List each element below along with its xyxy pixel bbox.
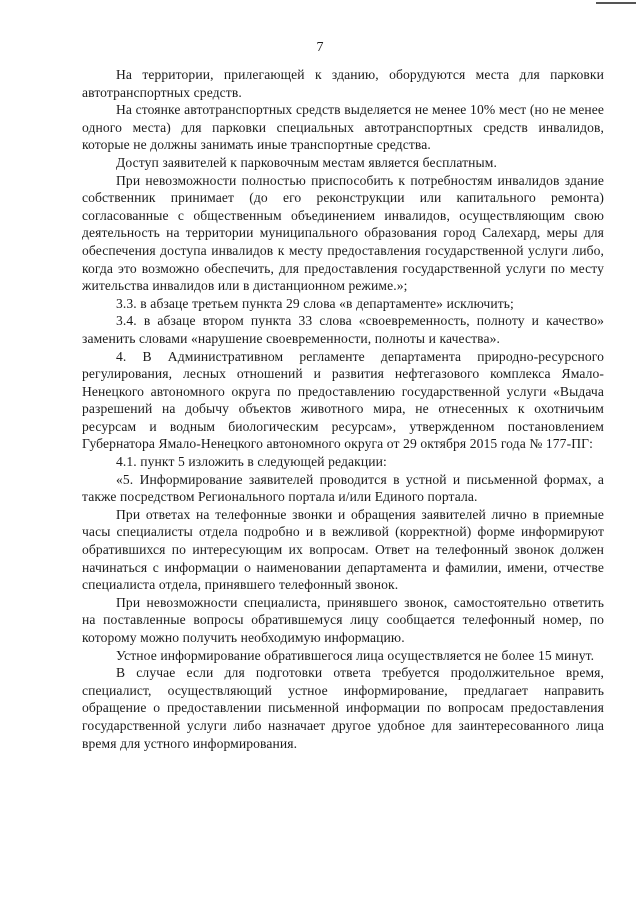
paragraph-parking-disabled: На стоянке автотранспортных средств выделяется не менее 10% мест (но не менее одного места) для парковки специальных автотранспортных средств инвалидов, которые не должны занимать иные транспортные средства. [82, 102, 604, 153]
paragraph-parking-area: На территории, прилегающей к зданию, оборудуются места для парковки автотранспортных средств. [82, 67, 604, 100]
paragraph-oral-duration: Устное информирование обратившегося лица осуществляется не более 15 минут. [116, 647, 595, 663]
paragraph-item-4: 4. В Административном регламенте департамента природно-ресурсного регулирования, лесных отношений и развития нефтегазового комплекса Ямало-Ненецкого автономного округа по предоставлению государственной услуги «Выдача разрешений на добычу объектов животного мира, не отнесенных к охотничьим ресурсам и водным биологическим ресурсам», утвержденном постановлением Губернатора Ямало-Ненецкого автономного округа от 29 октября 2015 года № 177-ПГ: [82, 348, 604, 452]
paragraph-phone-answers: При ответах на телефонные звонки и обращения заявителей лично в приемные часы специалисты отдела подробно и в вежливой (корректной) форме информируют обратившихся по интересующим их вопросам. Ответ на телефонный звонок должен начинаться с информации о наименовании департамента и фамилии, имени, отчестве специалиста отдела, принявшего телефонный звонок. [82, 506, 604, 593]
paragraph-parking-free: Доступ заявителей к парковочным местам является бесплатным. [116, 154, 497, 170]
document-body [82, 66, 604, 752]
scan-edge-mark [596, 2, 636, 4]
paragraph-informing-forms: «5. Информирование заявителей проводится в устной и письменной формах, а также посредством Регионального портала и/или Единого портала. [82, 471, 604, 505]
paragraph-unable-to-answer: При невозможности специалиста, принявшего звонок, самостоятельно ответить на поставленные вопросы обратившемуся лицу сообщается телефонный номер, по которому можно получить необходимую информацию. [82, 594, 604, 645]
paragraph-item-3-4: 3.4. в абзаце втором пункта 33 слова «своевременность, полноту и качество» заменить словами «нарушение своевременности, полноты и качества». [82, 313, 604, 346]
paragraph-item-4-1: 4.1. пункт 5 изложить в следующей редакции: [116, 454, 387, 470]
page-number: 7 [316, 40, 324, 55]
paragraph-written-request: В случае если для подготовки ответа требуется продолжительное время, специалист, осуществляющий устное информирование, предлагает направить обращение о предоставлении письменной информации по вопросам предоставления государственной услуги либо назначает другое удобное для заинтересованного лица время для устного информирования. [82, 665, 604, 751]
paragraph-building-adaptation: При невозможности полностью приспособить к потребностям инвалидов здание собственник принимает (до его реконструкции или капитального ремонта) согласованные с общественным объединением инвалидов, осуществляющим свою деятельность на территории муниципального образования город Салехард, меры для обеспечения доступа инвалидов к месту предоставления государственной услуги либо, когда это возможно обеспечить, для предоставления государственной услуги по месту жительства инвалидов или в дистанционном режиме.»; [82, 172, 604, 294]
paragraph-item-3-3: 3.3. в абзаце третьем пункта 29 слова «в департаменте» исключить; [116, 295, 514, 311]
